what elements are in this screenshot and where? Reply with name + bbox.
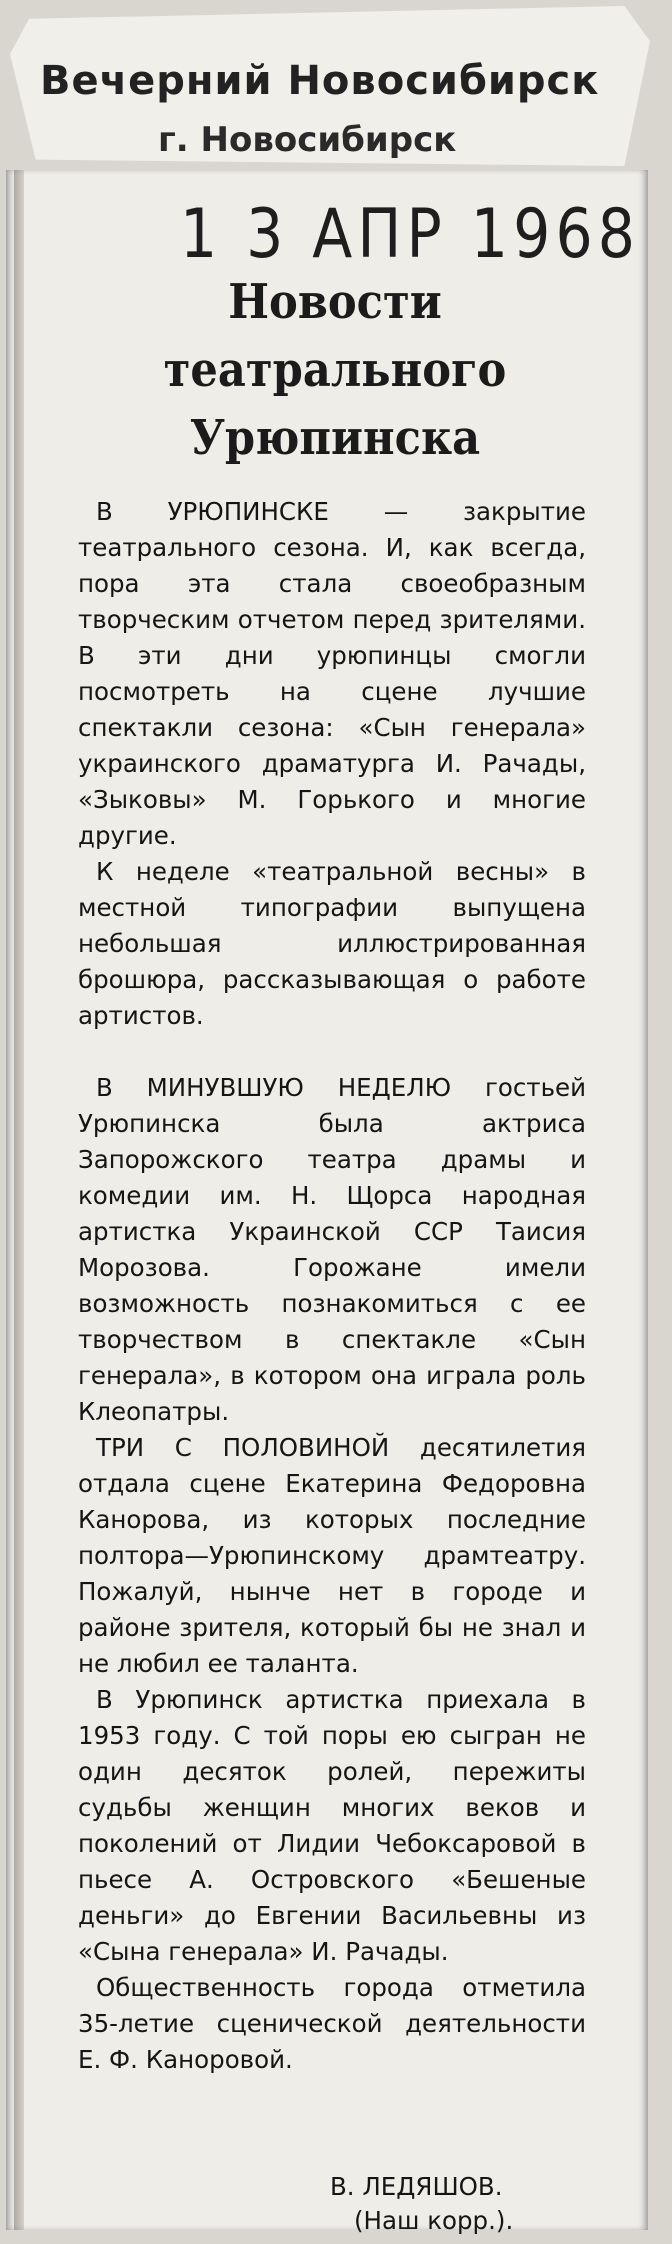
paragraph-brochure: К неделе «театральной весны» в местной типографии выпущена небольшая иллюстрированная брошюра, рассказывающая о работе артистов. [78, 857, 586, 1030]
newspaper-city: г. Новосибирск [158, 120, 457, 160]
author-note: (Наш корр.). [354, 2206, 514, 2235]
headline [70, 268, 601, 472]
headline-line-1: Новости [228, 274, 442, 330]
newspaper-name: Вечерний Новосибирск [40, 58, 600, 104]
paragraph-arrival: В Урюпинск артистка приехала в 1953 году. С той поры ею сыгран не один десяток ролей, пережиты судьбы женщин многих веков и поколений от Лидии Чебоксаровой в пьесе А. Островского «Бешеные деньги» до Евгении Васильевны из «Сына генерала» И. Рачады. [78, 1685, 586, 1966]
headline-line-3: Урюпинска [189, 410, 481, 466]
paragraph-guest-actress: В МИНУВШУЮ НЕДЕЛЮ гостьей Урюпинска была актриса Запорожского театра драмы и комедии им. Н. Щорса народная артистка Украинской ССР Таисия Морозова. Горожане имели возможность познакомиться с ее творчеством в спектакле «Сын генерала», в котором она играла роль Клеопатры. [78, 1073, 586, 1426]
author-signature [330, 2170, 590, 2238]
article-body [78, 494, 586, 2078]
date-stamp: 1 3 АПР 1968 [180, 195, 641, 274]
paragraph-season-closing: В УРЮПИНСКЕ — закрытие театрального сезона. И, как всегда, пора эта стала своеобразным творческим отчетом перед зрителями. В эти дни урюпинцы смогли посмотреть на сцене лучшие спектакли сезона: «Сын генерала» украинского драматурга И. Рачады, «Зыковы» М. Горького и многие другие. [78, 497, 586, 850]
author-name: В. ЛЕДЯШОВ. [330, 2172, 503, 2201]
headline-line-2: театрального [163, 342, 507, 398]
paragraph-kanorova: ТРИ С ПОЛОВИНОЙ десятилетия отдала сцене Екатерина Федоровна Канорова, из которых последние полтора—Урюпинскому драмтеатру. Пожалуй, нынче нет в городе и районе зрителя, который бы не знал и не любил ее таланта. [78, 1433, 586, 1678]
paragraph-anniversary: Общественность города отметила 35-летие сценической деятельности Е. Ф. Каноровой. [78, 1973, 586, 2074]
